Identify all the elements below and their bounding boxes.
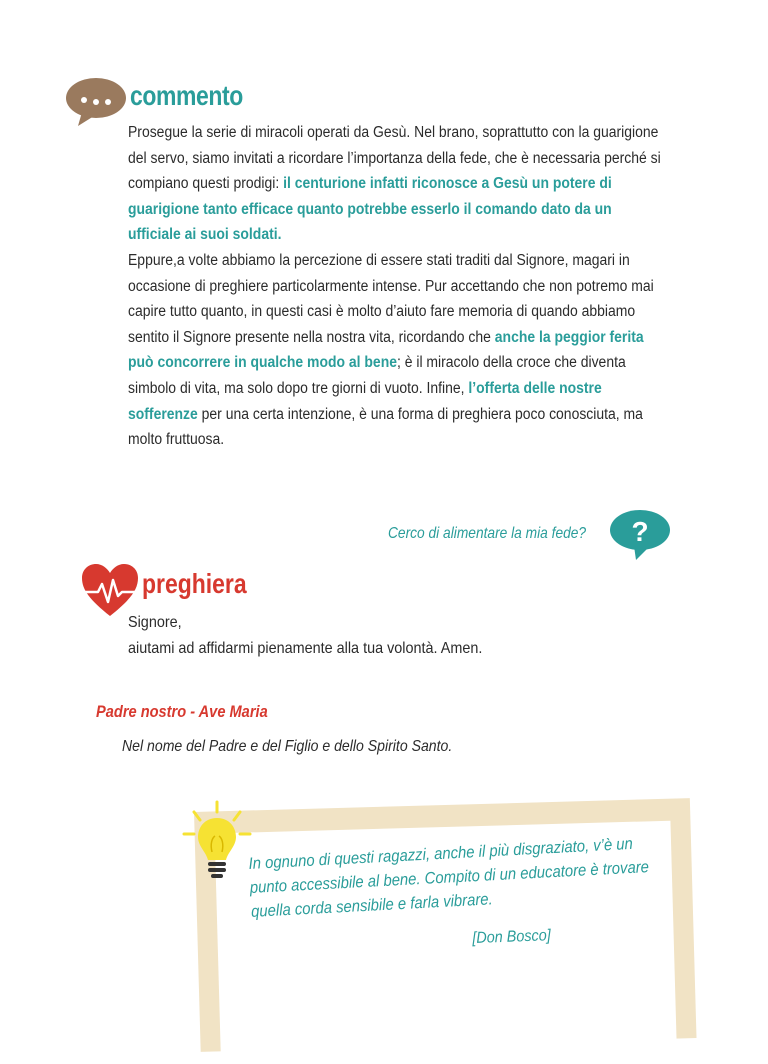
commento-body <box>128 120 668 453</box>
commento-title: commento <box>130 80 243 111</box>
preghiera-line-2: aiutami ad affidarmi pienamente alla tua volontà. Amen. <box>128 640 483 657</box>
commento-paragraph-2c: per una certa intenzione, è una forma di preghiera poco conosciuta, ma molto fruttuosa. <box>128 405 643 449</box>
speech-bubble-icon <box>64 76 128 128</box>
lightbulb-icon <box>182 800 252 892</box>
nel-nome-line: Nel nome del Padre e del Figlio e dello Spirito Santo. <box>122 738 453 755</box>
quote-text: In ognuno di questi ragazzi, anche il più disgraziato, v’è un punto accessibile al bene. Compito di un educatore è trovare quella corda sensibile e farla vibrare. <box>248 834 650 921</box>
quote-source: [Don Bosco] <box>472 927 551 947</box>
commento-paragraph-2a: Eppure,a volte abbiamo la percezione di essere stati traditi dal Signore, magari in occasione di preghiere particolarmente intense. Pur accettando che non potremo mai capire tutto quanto, in questi casi è molto d’aiuto fare memoria di quando abbiamo sentito il Signore presente nella nostra vita, ricordando che <box>128 251 654 346</box>
commento-paragraph-2b: ; è il miracolo della croce che diventa simbolo di vita, ma solo dopo tre giorni di vuoto. Infine, <box>128 354 626 397</box>
preghiera-title: preghiera <box>142 568 247 599</box>
question-bubble-icon <box>608 508 672 560</box>
preghiera-line-1: Signore, <box>128 614 182 631</box>
commento-highlight-2: anche la peggior ferita può concorrere in qualche modo al bene <box>128 328 644 372</box>
commento-highlight-1: il centurione infatti riconosce a Gesù un potere di guarigione tanto efficace quanto potrebbe esserlo il comando dato da un ufficiale ai suoi soldati. <box>128 175 612 244</box>
question-mark: ? <box>631 516 649 547</box>
preghiera-body <box>128 610 482 662</box>
commento-highlight-3: l’offerta delle nostre sofferenze <box>128 379 602 423</box>
padre-nostro-heading: Padre nostro - Ave Maria <box>96 702 268 721</box>
question-text: Cerco di alimentare la mia fede? <box>388 525 587 542</box>
commento-paragraph-1: Prosegue la serie di miracoli operati da Gesù. Nel brano, soprattutto con la guarigione del servo, siamo invitati a ricordare l’importanza della fede, che è necessaria perché si compiano questi prodigi: <box>128 124 661 193</box>
